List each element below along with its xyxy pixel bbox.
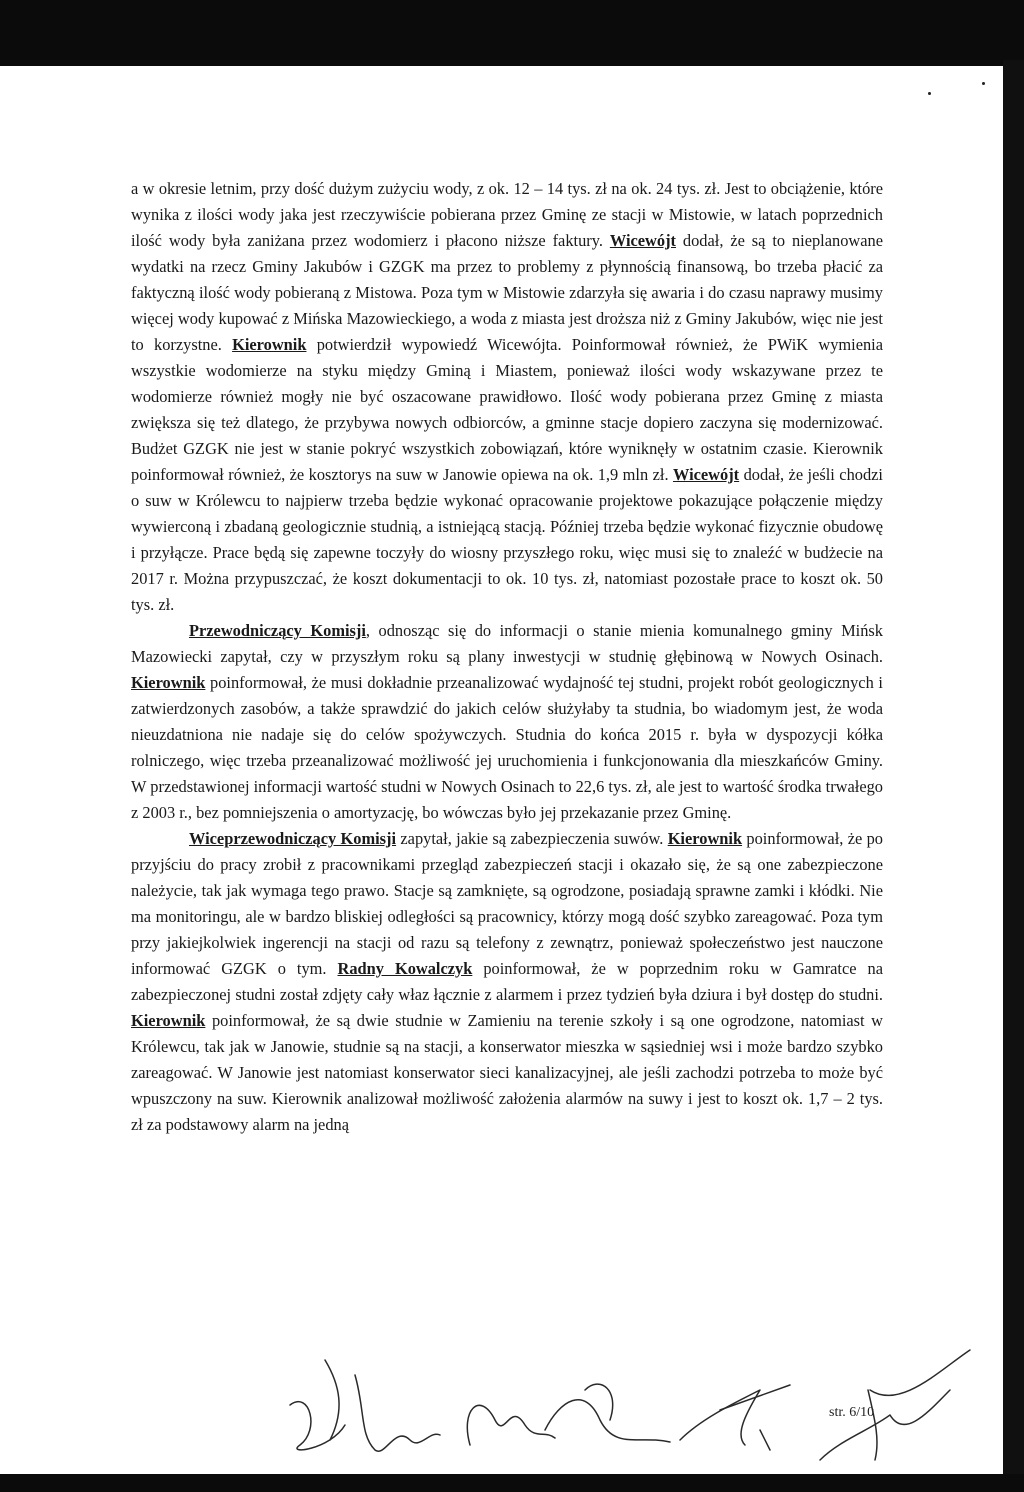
paragraph-1 bbox=[131, 176, 883, 618]
page-number: str. 6/10 bbox=[829, 1405, 875, 1420]
speaker-name: Wicewójt bbox=[609, 231, 677, 250]
scan-border-right bbox=[1003, 60, 1024, 1492]
speaker-name: Kierownik bbox=[131, 673, 206, 692]
scan-border-top bbox=[0, 0, 1024, 66]
speaker-name: Przewodniczący Komisji bbox=[189, 621, 366, 640]
speaker-name: Kierownik bbox=[232, 335, 307, 354]
text-run: poinformował, że w poprzednim roku w Gamratce na zabezpieczonej studni został zdjęty cały właz łącznie z alarmem i przez tydzień była dziura i był dostęp do studni. bbox=[131, 959, 884, 1004]
scan-border-bottom bbox=[0, 1474, 1024, 1492]
handwritten-signatures bbox=[0, 1330, 1003, 1474]
text-run: , odnosząc się do informacji o stanie mienia komunalnego gminy Mińsk Mazowiecki zapytał, czy w przyszłym roku są plany inwestycji w studnię głębinową w Nowych Osinach. bbox=[131, 621, 883, 666]
text-run: poinformował, że są dwie studnie w Zamieniu na terenie szkoły i są one ogrodzone, natomiast w Królewcu, tak jak w Janowie, studnie są na stacji, a konserwator mieszka w sąsiedniej wsi i może bardzo szybko zareagować. W Janowie jest natomiast konserwator sieci kanalizacyjnej, ale jeśli zachodzi potrzeba to może być wpuszczony na suw. Kierownik analizował możliwość założenia alarmów na suwy i jest to koszt ok. 1,7 – 2 tys. zł za podstawowy alarm na jedną bbox=[131, 1011, 883, 1134]
speaker-name: Kierownik bbox=[131, 1011, 206, 1030]
paragraph-3 bbox=[131, 826, 883, 1138]
speaker-name: Kierownik bbox=[667, 829, 743, 848]
text-run: poinformował, że musi dokładnie przeanalizować wydajność tej studni, projekt robót geologicznych i zatwierdzonych zasobów, a także sprawdzić do jakich celów służyłaby ta studnia, bo wiadomym jest, że woda nieuzdatniona nie nadaje się do celów spożywczych. Studnia do końca 2015 r. była w dyspozycji kółka rolniczego, więc trzeba przeanalizować możliwość jej uruchomienia i funkcjonowania dla mieszkańców Gminy. W przedstawionej informacji wartość studni w Nowych Osinach to 22,6 tys. zł, ale jest to wartość środka trwałego z 2003 r., bez pomniejszenia o amortyzację, bo wówczas było jej przekazanie przez Gminę. bbox=[131, 673, 883, 822]
scan-speck bbox=[982, 82, 985, 85]
scan-speck bbox=[928, 92, 931, 95]
text-run: dodał, że jeśli chodzi o suw w Królewcu to najpierw trzeba będzie wykonać opracowanie projektowe pokazujące połączenie między wywierconą i zbadaną geologicznie studnią, a istniejącą stacją. Później trzeba będzie wykonać fizycznie obudowę i przyłącze. Prace będą się zapewne toczyły do wiosny przyszłego roku, więc musi się to znaleźć w budżecie na 2017 r. Można przypuszczać, że koszt dokumentacji to ok. 10 tys. zł, natomiast pozostałe prace to koszt ok. 50 tys. zł. bbox=[131, 465, 883, 614]
speaker-name: Wiceprzewodniczący Komisji bbox=[189, 829, 397, 848]
speaker-name: Wicewójt bbox=[672, 465, 740, 484]
text-run: a w okresie letnim, przy dość dużym zużyciu wody, z ok. 12 – 14 tys. zł na ok. 24 tys. zł. Jest to obciążenie, które wynika z ilości wody jaka jest rzeczywiście pobierana przez Gminę ze stacji w Mistowie, w latach poprzednich ilość wody była zaniżana przez wodomierz i płacono niższe faktury. bbox=[131, 179, 883, 250]
text-run: potwierdził wypowiedź Wicewójta. Poinformował również, że PWiK wymienia wszystkie wodomierze na styku między Gminą i Miastem, ponieważ ilości wody wskazywane przez te wodomierze również mogły nie być oszacowane prawidłowo. Ilość wody pobierana przez Gminę z miasta zwiększa się też dlatego, że przybywa nowych odbiorców, a gminne stacje dopiero zaczyna się modernizować. Budżet GZGK nie jest w stanie pokryć wszystkich zobowiązań, które wyniknęły w ostatnim czasie. Kierownik poinformował również, że kosztorys na suw w Janowie opiewa na ok. 1,9 mln zł. bbox=[131, 335, 883, 484]
text-run: poinformował, że po przyjściu do pracy zrobił z pracownikami przegląd zabezpieczeń stacji i okazało się, że są one zabezpieczone należycie, tak jak wymaga tego prawo. Stacje są zamknięte, są ogrodzone, posiadają sprawne zamki i kłódki. Nie ma monitoringu, ale w bardzo bliskiej odległości są pracownicy, którzy mogą dość szybko zareagować. Poza tym przy jakiejkolwiek ingerencji na stacji od razu są telefony z zewnątrz, ponieważ społeczeństwo jest nauczone informować GZGK o tym. bbox=[131, 829, 883, 978]
paragraph-2 bbox=[131, 618, 883, 826]
document-body bbox=[131, 176, 883, 1138]
text-run: dodał, że są to nieplanowane wydatki na rzecz Gminy Jakubów i GZGK ma przez to problemy z płynnością finansową, bo trzeba płacić za faktyczną ilość wody pobieraną z Mistowa. Poza tym w Mistowie zdarzyła się awaria i do czasu naprawy musimy więcej wody kupować z Mińska Mazowieckiego, a woda z miasta jest droższa niż z Gminy Jakubów, więc nie jest to korzystne. bbox=[131, 231, 883, 354]
text-run: zapytał, jakie są zabezpieczenia suwów. bbox=[396, 829, 668, 848]
speaker-name: Radny Kowalczyk bbox=[337, 959, 473, 978]
